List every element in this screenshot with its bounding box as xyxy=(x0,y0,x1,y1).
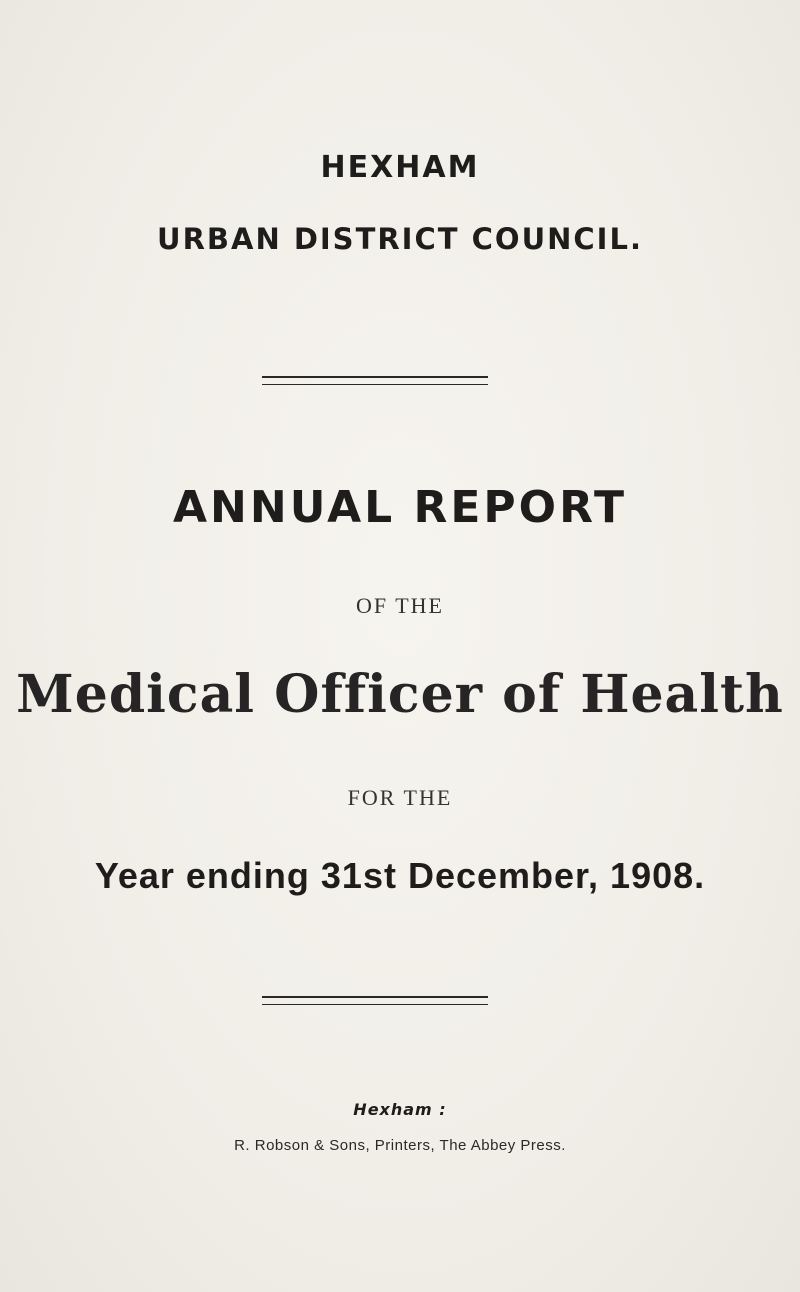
imprint-printer: R. Robson & Sons, Printers, The Abbey Press. xyxy=(234,1137,566,1154)
double-rule-bottom xyxy=(262,996,488,1005)
of-the-text: OF THE xyxy=(356,593,444,618)
report-title: ANNUAL REPORT xyxy=(173,482,627,533)
double-rule-top xyxy=(262,376,488,385)
year-line: Year ending 31st December, 1908. xyxy=(94,855,706,896)
council-heading: URBAN DISTRICT COUNCIL. xyxy=(157,222,643,256)
officer-title: Medical Officer of Health xyxy=(16,664,784,725)
imprint-place: Hexham : xyxy=(353,1100,447,1119)
town-heading: HEXHAM xyxy=(320,150,480,185)
for-the-text: FOR THE xyxy=(347,785,453,810)
